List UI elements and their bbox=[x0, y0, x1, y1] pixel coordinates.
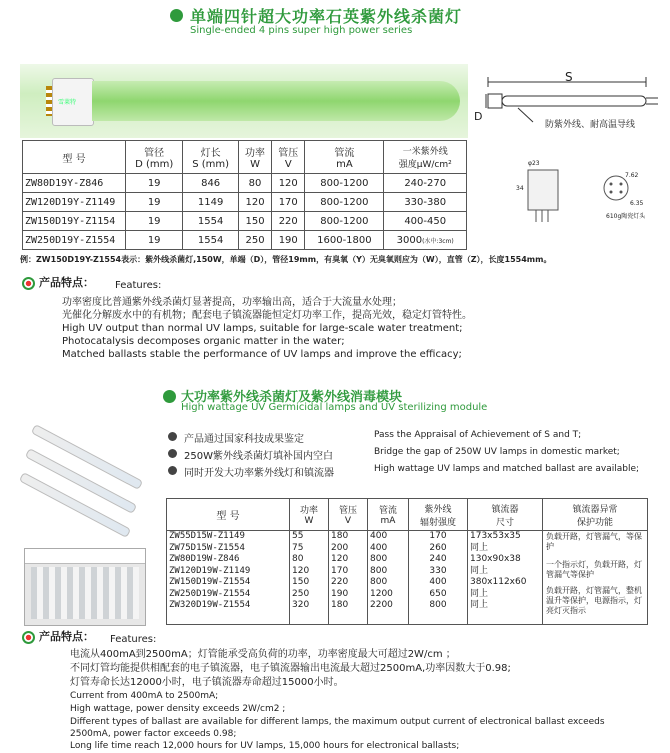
table-cell: ZW250D19W-Z1554 bbox=[169, 588, 251, 599]
bullet-icon bbox=[22, 277, 35, 290]
table-cell: 800 bbox=[370, 577, 388, 587]
dim-s-label: S bbox=[565, 70, 573, 84]
table-cell: ZW55D15W-Z1149 bbox=[169, 531, 245, 541]
bullet-text-en: High wattage UV lamps and matched ballast are available; bbox=[374, 464, 640, 474]
features2-line: Current from 400mA to 2500mA; bbox=[70, 691, 219, 701]
table-cell: 800-1200 bbox=[305, 212, 384, 231]
features1-line: 光催化分解废水中的有机物；配套电子镇流器能恒定灯功率工作，提高光效，稳定灯管特性。 bbox=[62, 310, 472, 321]
table-body bbox=[167, 531, 648, 625]
uv-intensity-value: 3000 bbox=[396, 234, 423, 246]
table-cell: ZW150D19W-Z1554 bbox=[169, 577, 251, 587]
features2-line: Different types of ballast are available for different lamps, the maximum output current of electronical ballast exceeds bbox=[70, 717, 605, 727]
table-cell: 846 bbox=[183, 174, 239, 193]
list-item bbox=[168, 447, 628, 462]
header-cell: 紫外线 辐射强度 bbox=[409, 499, 468, 531]
table-cell: 55 bbox=[292, 531, 304, 541]
table-cell: 220 bbox=[272, 212, 305, 231]
ballast-size-column bbox=[468, 531, 543, 625]
table-cell: ZW320D19W-Z1554 bbox=[169, 600, 251, 610]
features-label-cn: 产品特点： bbox=[39, 276, 94, 289]
header-cell: 型 号 bbox=[23, 141, 126, 174]
lamp-cap bbox=[52, 78, 94, 126]
table-cell: 400-450 bbox=[384, 212, 467, 231]
header-cell: 管压 V bbox=[272, 141, 305, 174]
table-cell: 同上 bbox=[470, 588, 489, 599]
table-cell: 1554 bbox=[183, 212, 239, 231]
bullet-icon bbox=[163, 390, 176, 403]
table-cell: 170 bbox=[272, 193, 305, 212]
cap-label: 610g陶瓷灯头 bbox=[606, 213, 646, 220]
table-cell: 800 bbox=[370, 565, 388, 576]
table-row bbox=[23, 193, 467, 212]
table-cell: 250 bbox=[238, 231, 271, 250]
table-cell: 同上 bbox=[470, 565, 489, 576]
table-cell: ZW80D19Y-Z846 bbox=[23, 174, 126, 193]
table-cell: 320 bbox=[292, 600, 310, 610]
table-cell: 180 bbox=[331, 600, 349, 610]
uv-module-photo bbox=[24, 548, 146, 626]
bullet-icon bbox=[170, 9, 183, 22]
header-cell: 功率 W bbox=[290, 499, 329, 531]
table-cell: 同上 bbox=[470, 600, 489, 610]
spec-table-2 bbox=[166, 498, 648, 625]
bullet-icon bbox=[168, 432, 177, 441]
section2-title-cn: 大功率紫外线杀菌灯及紫外线消毒模块 bbox=[181, 390, 403, 405]
table-cell: 1149 bbox=[183, 193, 239, 212]
table-cell: 190 bbox=[331, 588, 349, 599]
table-cell: 负载开路，灯管漏气，整机温升等保护，电源指示，灯亮灯灭指示 bbox=[546, 586, 642, 615]
bullet-text-en: Bridge the gap of 250W UV lamps in domestic market; bbox=[374, 447, 620, 457]
header-cell: 功率 W bbox=[238, 141, 271, 174]
table-cell: 1200 bbox=[370, 588, 393, 599]
table-cell: 330-380 bbox=[384, 193, 467, 212]
table-cell: 19 bbox=[126, 212, 183, 231]
bullet-text-cn: 同时开发大功率紫外线灯和镇流器 bbox=[184, 468, 334, 479]
features1-line: High UV output than normal UV lamps, suitable for large-scale water treatment; bbox=[62, 323, 463, 334]
table-cell: ZW75D15W-Z1554 bbox=[169, 542, 245, 553]
table-cell bbox=[384, 231, 467, 250]
table-cell: 800 bbox=[429, 600, 447, 610]
table-cell: 220 bbox=[331, 577, 349, 587]
table-cell: 150 bbox=[238, 212, 271, 231]
table-cell: 120 bbox=[272, 174, 305, 193]
table-cell: 120 bbox=[331, 554, 349, 564]
cap-dim-23: φ23 bbox=[528, 160, 540, 167]
table-cell: 负载开路，灯管漏气，等保护 bbox=[546, 532, 642, 551]
features-label-en: Features: bbox=[115, 280, 162, 291]
uv-note: (水中:3cm) bbox=[422, 237, 454, 245]
table-cell: 19 bbox=[126, 193, 183, 212]
table-cell: 170 bbox=[331, 565, 349, 576]
table-cell: 120 bbox=[292, 565, 310, 576]
model-column bbox=[167, 531, 290, 625]
features2-line: 2500mA, power factor exceeds 0.98; bbox=[70, 729, 237, 739]
features2-line: 不同灯管均能提供相配套的电子镇流器，电子镇流器输出电流最大超过2500mA,功率因数大于0.98; bbox=[70, 663, 511, 674]
lamp-tube bbox=[92, 81, 460, 121]
header-cell: 一米紫外线 强度μW/cm² bbox=[384, 141, 467, 174]
header-cell: 管压 V bbox=[329, 499, 368, 531]
table-cell: 240 bbox=[429, 554, 447, 564]
power-column bbox=[290, 531, 329, 625]
bullet-text-cn: 产品通过国家科技成果鉴定 bbox=[184, 434, 304, 445]
table-cell: 400 bbox=[370, 531, 388, 541]
table-row bbox=[23, 174, 467, 193]
table-cell: 80 bbox=[292, 554, 304, 564]
table-cell: 19 bbox=[126, 174, 183, 193]
features2-line: Long life time reach 12,000 hours for UV lamps, 15,000 hours for electronical ballasts; bbox=[70, 741, 460, 751]
table-cell: ZW150D19Y-Z1154 bbox=[23, 212, 126, 231]
table-cell: ZW250D19Y-Z1554 bbox=[23, 231, 126, 250]
table-cell: 19 bbox=[126, 231, 183, 250]
protection-column bbox=[543, 531, 648, 625]
list-item bbox=[168, 430, 628, 445]
lamps-photo bbox=[18, 422, 148, 540]
table-cell: 130x90x38 bbox=[470, 554, 521, 564]
table-cell: 800-1200 bbox=[305, 193, 384, 212]
table-cell: 380x112x60 bbox=[470, 577, 527, 587]
bullet-icon bbox=[168, 466, 177, 475]
dim-d-label: D bbox=[474, 110, 483, 123]
features2-line: High wattage, power density exceeds 2W/cm2 ; bbox=[70, 704, 286, 714]
spec-table-2-header bbox=[167, 499, 648, 531]
table-cell: 1600-1800 bbox=[305, 231, 384, 250]
list-item bbox=[168, 464, 663, 479]
table-cell: 800-1200 bbox=[305, 174, 384, 193]
features1-line: Photocatalysis decomposes organic matter in the water; bbox=[62, 336, 345, 347]
table-cell: 80 bbox=[238, 174, 271, 193]
table-cell: 1554 bbox=[183, 231, 239, 250]
header-cell: 管流 mA bbox=[368, 499, 409, 531]
pin-dim-635: 6.35 bbox=[630, 200, 644, 207]
bullet-icon bbox=[22, 631, 35, 644]
cap-dim-34: 34 bbox=[516, 185, 524, 192]
table-cell: 180 bbox=[331, 531, 349, 541]
bullet-icon bbox=[168, 449, 177, 458]
voltage-column bbox=[329, 531, 368, 625]
pin-dim-762: 7.62 bbox=[625, 172, 639, 179]
lamp-photo bbox=[20, 64, 468, 138]
table-cell: 800 bbox=[370, 554, 388, 564]
header-cell: 灯长 S (mm) bbox=[183, 141, 239, 174]
header-cell: 管径 D (mm) bbox=[126, 141, 183, 174]
table-cell: 173x53x35 bbox=[470, 531, 521, 541]
table-cell: 150 bbox=[292, 577, 310, 587]
table-cell: 一个指示灯，负载开路，灯管漏气等保护 bbox=[546, 560, 642, 579]
header-cell: 镇流器异常 保护功能 bbox=[543, 499, 648, 531]
table-cell: 170 bbox=[429, 531, 447, 541]
table-cell: 260 bbox=[429, 542, 447, 553]
features2-line: 灯管寿命长达12000小时，电子镇流器寿命超过15000小时。 bbox=[70, 677, 344, 688]
table-cell: ZW120D19Y-Z1149 bbox=[23, 193, 126, 212]
cap-dimension-drawing bbox=[508, 156, 668, 246]
section2-title-en: High wattage UV Germicidal lamps and UV sterilizing module bbox=[181, 402, 488, 413]
bullet-text-en: Pass the Appraisal of Achievement of S and T; bbox=[374, 430, 582, 440]
uv-column bbox=[409, 531, 468, 625]
table-cell: 120 bbox=[238, 193, 271, 212]
lamp-brand: 雪莱特 bbox=[58, 99, 77, 106]
header-cell: 镇流器 尺寸 bbox=[468, 499, 543, 531]
current-column bbox=[368, 531, 409, 625]
features2-line: 电流从400mA到2500mA；灯管能承受高负荷的功率，功率密度最大可超过2W/cm ； bbox=[70, 649, 456, 660]
spec-table-1-header bbox=[23, 141, 467, 174]
table-cell: ZW120D19W-Z1149 bbox=[169, 565, 251, 576]
features-label-cn: 产品特点： bbox=[39, 630, 94, 643]
table-row bbox=[23, 231, 467, 250]
table-cell: 190 bbox=[272, 231, 305, 250]
spec-table-1 bbox=[22, 140, 467, 250]
features-label-en: Features: bbox=[110, 634, 157, 645]
header-cell: 型 号 bbox=[167, 499, 290, 531]
model-example: 例：ZW150D19Y-Z1554表示：紫外线杀菌灯,150W，单端（D），管径19mm，有臭氧（Y）无臭氧则应为（W），直管（Z），长度1554mm。 bbox=[20, 255, 552, 264]
table-cell: 400 bbox=[429, 577, 447, 587]
table-cell: 2200 bbox=[370, 600, 393, 610]
table-cell: 330 bbox=[429, 565, 447, 576]
section1-title-cn: 单端四针超大功率石英紫外线杀菌灯 bbox=[190, 7, 463, 26]
cable-label: 防紫外线、耐高温导线 bbox=[545, 120, 636, 130]
table-cell: 400 bbox=[370, 542, 388, 553]
table-cell: 250 bbox=[292, 588, 310, 599]
header-cell: 管流 mA bbox=[305, 141, 384, 174]
table-cell: 200 bbox=[331, 542, 349, 553]
bullet-text-cn: 250W紫外线杀菌灯填补国内空白 bbox=[184, 451, 333, 462]
features1-line: 功率密度比普通紫外线杀菌灯显著提高，功率输出高，适合于大流量水处理； bbox=[62, 297, 402, 308]
table-cell: 650 bbox=[429, 588, 447, 599]
features1-line: Matched ballasts stable the performance of UV lamps and improve the efficacy; bbox=[62, 349, 462, 360]
table-cell: 75 bbox=[292, 542, 304, 553]
table-cell: ZW80D19W-Z846 bbox=[169, 554, 240, 564]
table-cell: 240-270 bbox=[384, 174, 467, 193]
section1-title-en: Single-ended 4 pins super high power series bbox=[190, 25, 413, 36]
table-cell: 同上 bbox=[470, 542, 489, 553]
table-row bbox=[23, 212, 467, 231]
